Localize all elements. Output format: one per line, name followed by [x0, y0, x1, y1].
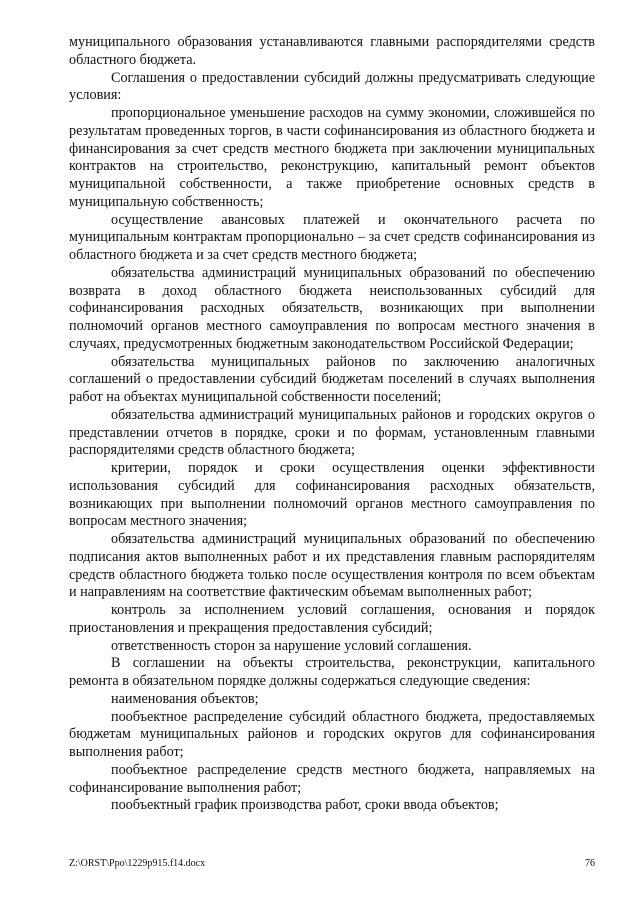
- paragraph: Соглашения о предоставлении субсидий должны предусматривать следующие условия:: [69, 69, 595, 104]
- paragraph: контроль за исполнением условий соглашения, основания и порядок приостановления и прекращения предоставления субсидий;: [69, 602, 595, 636]
- paragraph: пообъектное распределение средств местного бюджета, направляемых на софинансирование выполнения работ;: [69, 761, 595, 796]
- paragraph: критерии, порядок и сроки осуществления оценки эффективности использования субсидий для софинансирования расходных обязательств, возникающих при выполнении полномочий органов местного самоуправления по вопросам местного значения;: [69, 460, 595, 530]
- paragraph: наименования объектов;: [111, 690, 259, 707]
- paragraph: муниципального образования устанавливаются главными распорядителями средств областного бюджета.: [69, 34, 595, 68]
- paragraph: ответственность сторон за нарушение условий соглашения.: [111, 637, 472, 654]
- paragraph: обязательства администраций муниципальных образований по обеспечению подписания актов выполненных работ и их представления главным распорядителям средств областного бюджета только после осуществления контроля по всем объектам и направлениям на соответствие фактическим объемам выполненных работ;: [69, 531, 595, 601]
- paragraph: пообъектный график производства работ, сроки ввода объектов;: [111, 797, 499, 814]
- paragraph: пропорциональное уменьшение расходов на сумму экономии, сложившейся по результатам проведенных торгов, в части софинансирования из областного бюджета и финансирования за счет средств местного бюджета при заключении муниципальных контрактов на строительство, реконструкцию, капитальный ремонт объектов муниципальной собственности, а также приобретение основных средств в муниципальную собственность;: [69, 105, 595, 210]
- footer-file-path: Z:\ORST\Ppo\1229p915.f14.docx: [69, 858, 206, 869]
- document-body: [69, 34, 595, 815]
- footer-page-number: 76: [585, 858, 595, 869]
- paragraph: осуществление авансовых платежей и окончательного расчета по муниципальным контрактам пропорционально – за счет средств софинансирования из областного бюджета и за счет средств местного бюджета;: [69, 211, 595, 263]
- page-footer: [69, 858, 595, 870]
- paragraph: пообъектное распределение субсидий областного бюджета, предоставляемых бюджетам муниципальных районов и городских округов для софинансирования выполнения работ;: [69, 708, 595, 760]
- paragraph: обязательства администраций муниципальных образований по обеспечению возврата в доход областного бюджета неиспользованных субсидий для софинансирования расходных обязательств, возникающих при выполнении полномочий органов местного самоуправления по вопросам местного значения в случаях, предусмотренных бюджетным законодательством Российской Федерации;: [69, 264, 595, 352]
- paragraph: обязательства администраций муниципальных районов и городских округов о представлении отчетов в порядке, сроки и по формам, установленным главными распорядителями средств областного бюджета;: [69, 406, 595, 459]
- paragraph: обязательства муниципальных районов по заключению аналогичных соглашений о предоставлении субсидий бюджетам поселений в случаях выполнения работ на объектах муниципальной собственности поселений;: [69, 353, 595, 405]
- paragraph: В соглашении на объекты строительства, реконструкции, капитального ремонта в обязательном порядке должны содержаться следующие сведения:: [69, 655, 595, 689]
